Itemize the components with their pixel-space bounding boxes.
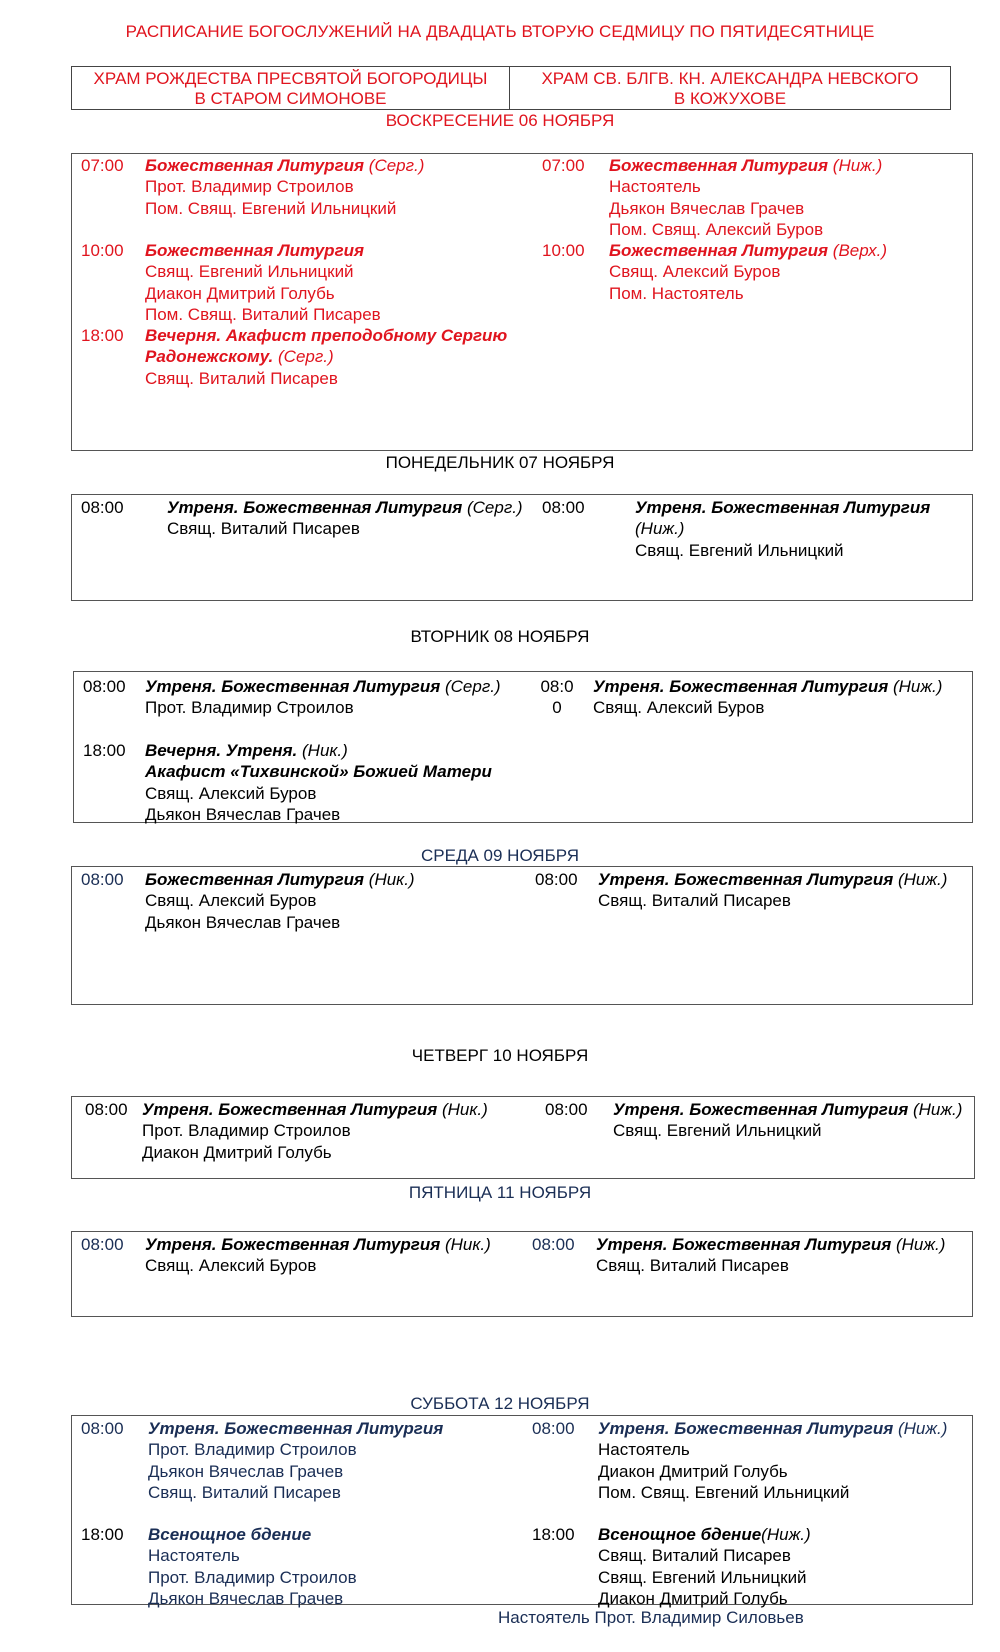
church-right-location: В КОЖУХОВЕ	[673, 89, 787, 108]
service-name: Божественная Литургия	[145, 156, 365, 175]
service-name: Утреня. Божественная Литургия	[598, 870, 894, 889]
service-name: Утреня. Божественная Литургия	[142, 1100, 438, 1119]
service-name: Божественная Литургия	[609, 156, 829, 175]
service-time: 10:00	[81, 241, 124, 260]
service-time: 07:00	[542, 156, 585, 175]
clergy-line: Пом. Свящ. Евгений Ильницкий	[598, 1482, 850, 1502]
clergy-line: Свящ. Алексий Буров	[145, 783, 317, 803]
church-right-name: ХРАМ СВ. БЛГВ. КН. АЛЕКСАНДРА НЕВСКОГО	[541, 69, 919, 88]
service-location: (Верх.)	[832, 241, 888, 260]
service-time: 18:00	[81, 1525, 124, 1544]
service-time: 10:00	[542, 241, 585, 260]
service-time: 08:00	[535, 870, 578, 889]
service-location: (Ниж.)	[892, 677, 943, 696]
clergy-line: Прот. Владимир Строилов	[148, 1567, 357, 1587]
service-time: 08:00	[81, 1235, 124, 1254]
clergy-line: Свящ. Алексий Буров	[593, 698, 765, 718]
service-location: (Серг.)	[466, 498, 523, 517]
service-name: Утреня. Божественная Литургия	[145, 1235, 441, 1254]
clergy-line: Дьякон Вячеслав Грачев	[609, 198, 805, 218]
service-time: 18:00	[83, 741, 126, 760]
clergy-line: Свящ. Алексий Буров	[145, 1256, 317, 1276]
clergy-line: Диакон Дмитрий Голубь	[598, 1588, 788, 1608]
clergy-line: Свящ. Евгений Ильницкий	[613, 1121, 822, 1141]
clergy-line: Прот. Владимир Строилов	[148, 1440, 357, 1460]
service-time: 18:00	[81, 326, 124, 345]
service-location: (Ниж.)	[832, 156, 883, 175]
service-time: 08:00	[81, 1419, 124, 1438]
service-time: 08:00	[81, 498, 124, 517]
service-time: 07:00	[81, 156, 124, 175]
day-heading: ПОНЕДЕЛЬНИК 07 НОЯБРЯ	[385, 453, 615, 472]
service-location: (Ник.)	[441, 1100, 488, 1119]
service-location: (Ниж.)	[895, 1235, 946, 1254]
service-name-extra: Акафист «Тихвинской» Божией Матери	[145, 762, 492, 782]
clergy-line: Пом. Свящ. Виталий Писарев	[145, 304, 381, 324]
service-time: 08:00	[545, 1100, 588, 1119]
service-time: 08:0	[540, 677, 574, 696]
service-location: (Ниж.)	[761, 1525, 811, 1544]
service-time: 08:00	[83, 677, 126, 696]
service-time: 0	[552, 698, 562, 718]
clergy-line: Диакон Дмитрий Голубь	[142, 1142, 332, 1162]
day-heading: СРЕДА 09 НОЯБРЯ	[421, 846, 579, 865]
day-heading: ВОСКРЕСЕНИЕ 06 НОЯБРЯ	[385, 111, 615, 130]
clergy-line: Пом. Свящ. Евгений Ильницкий	[145, 198, 397, 218]
church-left-location: В СТАРОМ СИМОНОВЕ	[194, 89, 387, 108]
clergy-line: Свящ. Евгений Ильницкий	[145, 262, 354, 282]
service-name: Божественная Литургия	[609, 241, 829, 260]
service-name: Божественная Литургия	[145, 241, 365, 260]
service-name: Утреня. Божественная Литургия	[167, 498, 463, 517]
day-heading: ПЯТНИЦА 11 НОЯБРЯ	[408, 1183, 592, 1202]
service-location: (Ник.)	[368, 870, 415, 889]
church-header	[71, 66, 951, 110]
service-time: 18:00	[532, 1525, 575, 1544]
service-name: Вечерня. Акафист преподобному Сергию	[145, 326, 508, 345]
service-time: 08:00	[532, 1235, 575, 1254]
service-time: 08:00	[81, 870, 124, 889]
clergy-line: Свящ. Виталий Писарев	[167, 519, 360, 539]
service-name: Утреня. Божественная Литургия	[613, 1100, 909, 1119]
clergy-line: Настоятель	[598, 1440, 690, 1460]
service-name: Утреня. Божественная Литургия	[145, 677, 441, 696]
clergy-line: Диакон Дмитрий Голубь	[145, 283, 335, 303]
service-time: 08:00	[542, 498, 585, 517]
clergy-line: Дьякон Вячеслав Грачев	[145, 912, 341, 932]
day-heading: СУББОТА 12 НОЯБРЯ	[410, 1394, 590, 1413]
day-heading: ВТОРНИК 08 НОЯБРЯ	[410, 627, 590, 646]
service-name: Утреня. Божественная Литургия	[635, 498, 931, 517]
clergy-line: Свящ. Алексий Буров	[609, 262, 781, 282]
clergy-line: Свящ. Виталий Писарев	[148, 1482, 341, 1502]
clergy-line: Свящ. Виталий Писарев	[596, 1256, 789, 1276]
service-name: Утреня. Божественная Литургия	[596, 1235, 892, 1254]
page-title: РАСПИСАНИЕ БОГОСЛУЖЕНИЙ НА ДВАДЦАТЬ ВТОРУЮ СЕДМИЦУ ПО ПЯТИДЕСЯТНИЦЕ	[125, 22, 875, 41]
clergy-line: Свящ. Виталий Писарев	[598, 891, 791, 911]
service-time: 08:00	[532, 1419, 575, 1438]
service-location: (Ник.)	[444, 1235, 491, 1254]
clergy-line: Свящ. Евгений Ильницкий	[635, 540, 844, 560]
service-name: Вечерня. Утреня.	[145, 741, 298, 760]
clergy-line: Пом. Настоятель	[609, 283, 744, 303]
service-location: (Серг.)	[278, 347, 334, 367]
clergy-line: Дьякон Вячеслав Грачев	[145, 804, 341, 824]
clergy-line: Свящ. Виталий Писарев	[145, 368, 338, 388]
clergy-line: Прот. Владимир Строилов	[142, 1121, 351, 1141]
service-name: Всенощное бдение	[148, 1525, 312, 1544]
service-location: (Ник.)	[302, 741, 348, 760]
church-left	[72, 67, 510, 109]
clergy-line: Пом. Свящ. Алексий Буров	[609, 219, 824, 239]
service-name: Всенощное бдение	[598, 1525, 762, 1544]
clergy-line: Настоятель	[609, 177, 701, 197]
clergy-line: Свящ. Виталий Писарев	[598, 1546, 791, 1566]
service-time: 08:00	[85, 1100, 128, 1119]
clergy-line: Свящ. Алексий Буров	[145, 891, 317, 911]
clergy-line: Прот. Владимир Строилов	[145, 698, 354, 718]
service-location: (Серг.)	[444, 677, 501, 696]
clergy-line: Свящ. Евгений Ильницкий	[598, 1567, 807, 1587]
rector-signature: Настоятель Прот. Владимир Силовьев	[498, 1608, 804, 1627]
clergy-line: Дьякон Вячеслав Грачев	[148, 1588, 344, 1608]
clergy-line: Диакон Дмитрий Голубь	[598, 1461, 788, 1481]
service-location: (Серг.)	[368, 156, 425, 175]
clergy-line: Прот. Владимир Строилов	[145, 177, 354, 197]
church-right	[510, 67, 950, 109]
service-name: Божественная Литургия	[145, 870, 365, 889]
service-location: (Ниж.)	[897, 870, 948, 889]
service-name: Утреня. Божественная Литургия	[148, 1419, 444, 1438]
clergy-line: Дьякон Вячеслав Грачев	[148, 1461, 344, 1481]
clergy-line: Настоятель	[148, 1546, 240, 1566]
church-left-name: ХРАМ РОЖДЕСТВА ПРЕСВЯТОЙ БОГОРОДИЦЫ	[93, 69, 488, 88]
service-location: (Ниж.)	[897, 1419, 948, 1438]
service-name: Утреня. Божественная Литургия	[598, 1419, 894, 1438]
service-location: (Ниж.)	[912, 1100, 963, 1119]
service-name: Радонежскому.	[145, 347, 274, 367]
service-name: Утреня. Божественная Литургия	[593, 677, 889, 696]
service-location: (Ниж.)	[635, 519, 685, 539]
day-heading: ЧЕТВЕРГ 10 НОЯБРЯ	[411, 1046, 589, 1065]
